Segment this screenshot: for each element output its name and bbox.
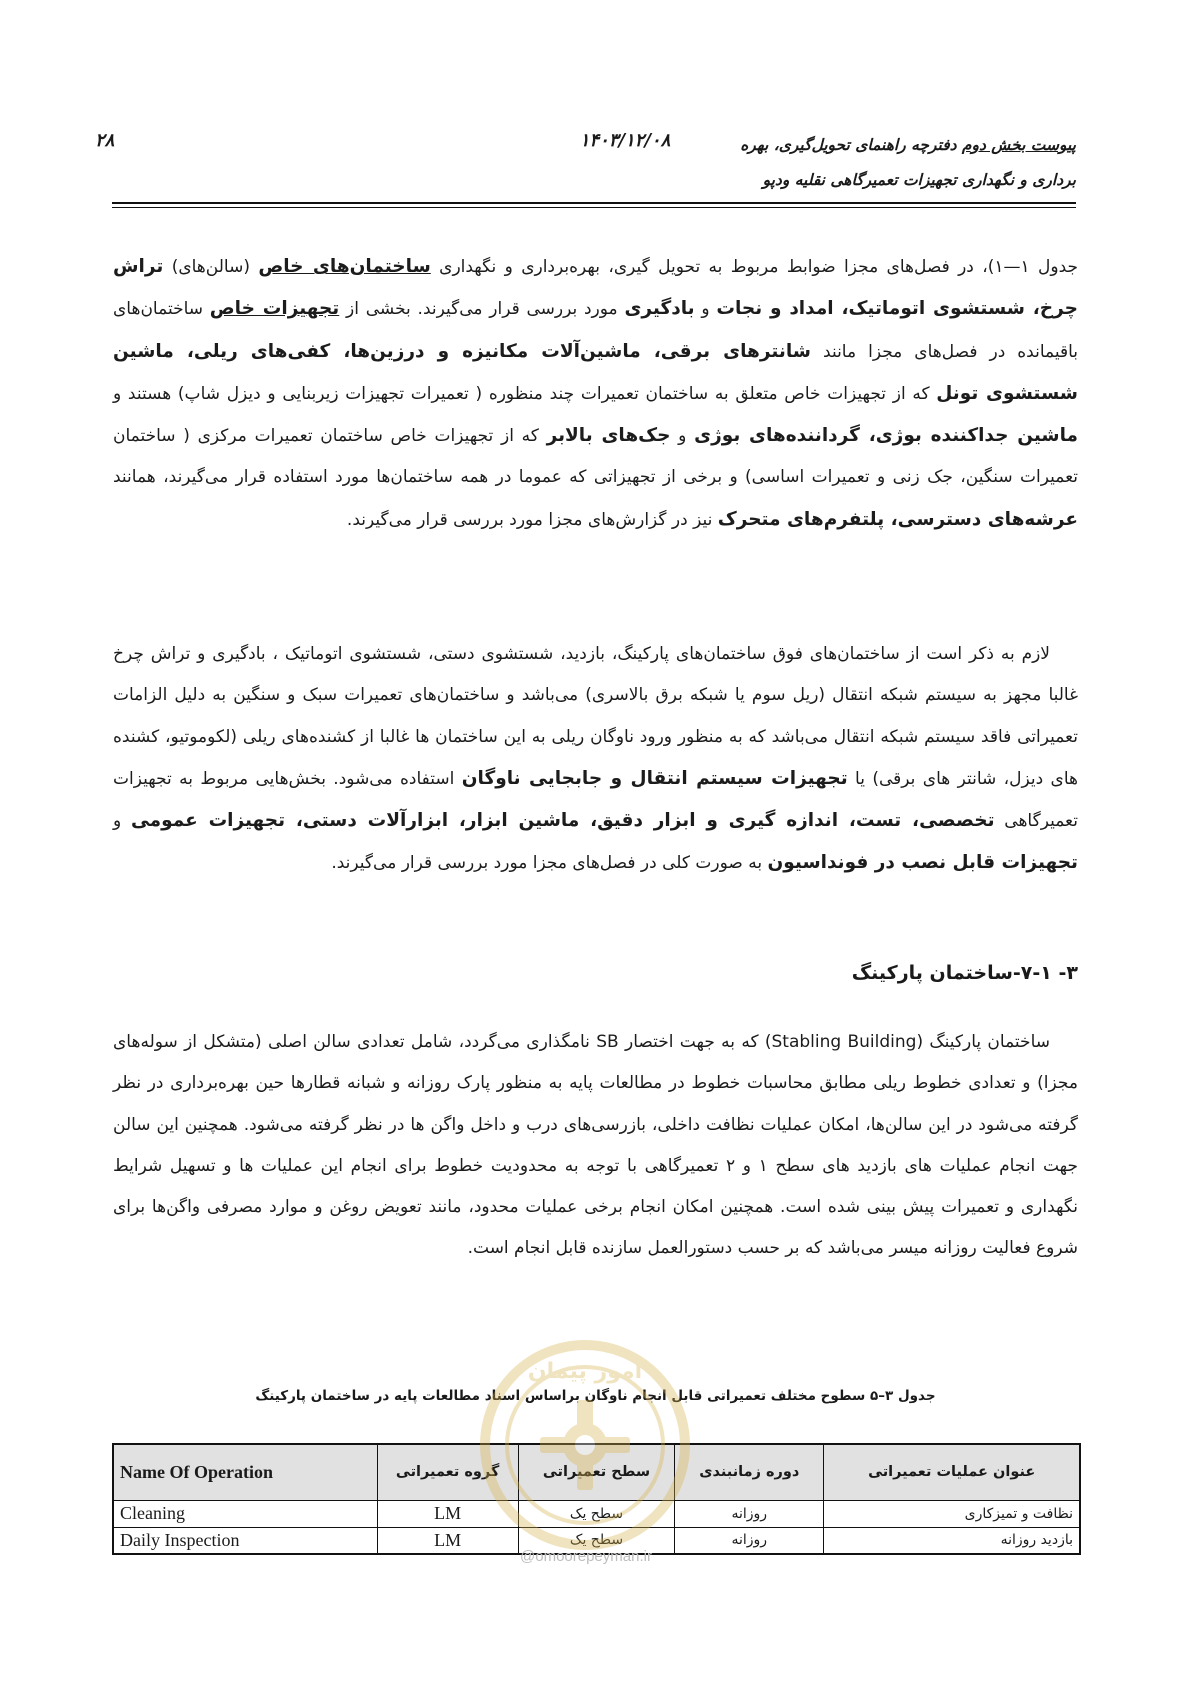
watermark-text: امور پیمان [527, 1359, 643, 1384]
para1-text-7: و [670, 426, 695, 447]
cell-level: سطح یک [518, 1500, 674, 1527]
table-header-row [113, 1444, 1080, 1500]
cell-group: LM [377, 1527, 518, 1554]
para2-text-4: به صورت کلی در فصل‌های مجزا مورد بررسی قرار می‌گیرند. [331, 853, 768, 874]
header-title-part2: دفترچه راهنمای تحویل‌گیری، بهره [740, 135, 962, 154]
para1-bold-windbreak: بادگیری [624, 298, 695, 320]
para1-text-8: که از تجهیزات خاص ساختمان تعمیرات مرکزی ( ساختمان تعمیرات سنگین، جک زنی و تعمیرات اساسی) و برخی از تجهیزاتی که عموما در همه ساختمان‌ها مورد استفاده قرار می‌گیرند، همانند [113, 426, 1078, 488]
para2-text-2: استفاده می‌شود. بخش‌هایی مربوط به تجهیزات تعمیرگاهی [113, 768, 1078, 832]
header-title-part1: پیوست بخش دوم [961, 135, 1076, 154]
cell-operation-title: نظافت و تمیزکاری [824, 1500, 1080, 1527]
header-date: ۱۴۰۳/۱۲/۰۸ [579, 130, 671, 151]
para1-text-4: مورد بررسی قرار می‌گیرند. بخشی از [339, 299, 625, 320]
paragraph-special-buildings [113, 246, 1078, 541]
para1-bold-shunters: شانترهای برقی، ماشین‌آلات مکانیزه و درزین‌ها، کفی‌های ریلی، ماشین شستشوی تونل [113, 340, 1078, 404]
paragraph-transfer-systems [113, 634, 1078, 885]
para1-text-2: (سالن‌های) [163, 257, 259, 277]
operations-table [112, 1443, 1081, 1555]
para2-text-3: و [113, 811, 131, 832]
cell-operation-title: بازدید روزانه [824, 1527, 1080, 1554]
para1-text-6: که از تجهیزات خاص متعلق به ساختمان تعمیرات چند منظوره ( تعمیرات تجهیزات زیربنایی و دیزل شاپ) هستند و [113, 383, 937, 404]
table-row [113, 1500, 1080, 1527]
para1-text-5: ساختمان‌های باقیمانده در فصل‌های مجزا مانند [113, 299, 1079, 362]
cell-operation-name: Cleaning [113, 1500, 377, 1527]
header-title [656, 127, 1076, 197]
page-number: ۲۸ [95, 130, 115, 151]
para3-text: ساختمان پارکینگ (Stabling Building) که به جهت اختصار SB نامگذاری می‌گردد، شامل تعدادی سالن اصلی (متشکل از سوله‌های مجزا) و تعدادی خطوط ریلی مطابق محاسبات خطوط در مطالعات پایه به منظور پارک روزانه و شبانه قطارها حین بهره‌برداری در نظر گرفته می‌شود در این سالن‌ها، امکان عملیات نظافت داخلی، بازرسی‌های درب و داخل واگن ها در نظر گرفته می‌شود. همچنین این سالن جهت انجام عملیات های بازدید های سطح ۱ و ۲ تعمیرگاهی با توجه به محدودیت خطوط برای انجام این عملیات ها و تسهیل شرایط نگهداری و تعمیرات پیش بینی شده است. همچنین امکان انجام برخی عملیات محدود، مانند تعویض روغن و موارد مصرفی واگن‌ها برای شروع فعالیت روزانه میسر می‌باشد که بر حسب دستورالعمل سازنده قابل انجام است. [113, 1032, 1078, 1259]
para2-text-1: لازم به ذکر است از ساختمان‌های فوق ساختمان‌های پارکینگ، بازدید، شستشوی دستی، شستشوی اتوماتیک ، بادگیری و تراش چرخ غالبا مجهز به سیستم شبکه انتقال (ریل سوم یا شبکه برق بالاسری) می‌باشد و ساختمان‌های تعمیرات سبک و سنگین به دلیل الزامات تعمیراتی فاقد سیستم شبکه انتقال می‌باشد که به منظور ورود ناوگان ریلی به این ساختمان ها غالبا از کشنده‌های ریلی (لکوموتیو، کشنده های دیزل، شانتر های برقی) یا [113, 644, 1079, 789]
watermark-url: @omoorepeyman.ir [520, 1548, 652, 1565]
para1-bold-special-buildings: ساختمان‌های خاص [258, 256, 431, 277]
cell-group: LM [377, 1500, 518, 1527]
para1-text-3: و [694, 299, 717, 320]
cell-level: سطح یک [518, 1527, 674, 1554]
header-maintenance-group: گروه تعمیراتی [377, 1444, 518, 1500]
header-rule-thin [112, 207, 1076, 208]
header-schedule-period: دوره زمانبندی [675, 1444, 824, 1500]
section-heading: ۳- ۷-۱-ساختمان پارکینگ [851, 962, 1078, 984]
para1-bold-special-equipment: تجهیزات خاص [209, 298, 340, 320]
para1-bold-halls: تراش چرخ، شستشوی اتوماتیک، امداد و نجات [113, 256, 1078, 320]
header-name-of-operation: Name Of Operation [113, 1444, 377, 1500]
para1-bold-bogie: ماشین جداکننده بوژی، گرداننده‌های بوژی [694, 425, 1078, 447]
para2-bold-specialized-tools: تخصصی، تست، اندازه گیری و ابزار دقیق، ماشین ابزار، ابزارآلات دستی، تجهیزات عمومی [130, 810, 995, 832]
para1-text-9: نیز در گزارش‌های مجزا مورد بررسی قرار می‌گیرند. [346, 509, 718, 530]
para1-bold-platforms: عرشه‌های دسترسی، پلتفرم‌های متحرک [717, 508, 1078, 530]
para1-text-1: جدول ۱—۱)، در فصل‌های مجزا ضوابط مربوط به تحویل گیری، بهره‌برداری و نگهداری [430, 257, 1078, 277]
header-rule [112, 202, 1076, 204]
para2-bold-foundation-equipment: تجهیزات قابل نصب در فونداسیون [767, 852, 1078, 874]
cell-operation-name: Daily Inspection [113, 1527, 377, 1554]
para1-bold-jacks: جک‌های بالابر [546, 425, 671, 447]
header-operation-title: عنوان عملیات تعمیراتی [824, 1444, 1080, 1500]
cell-period: روزانه [675, 1500, 824, 1527]
header-title-line2: برداری و نگهداری تجهیزات تعمیرگاهی نقلیه ودپو [762, 170, 1076, 189]
table-caption: جدول ۳–۵ سطوح مختلف تعمیراتی قابل انجام ناوگان براساس اسناد مطالعات پایه در ساختمان پارکینگ [255, 1388, 936, 1404]
para2-bold-transfer-equipment: تجهیزات سیستم انتقال و جابجایی ناوگان [461, 767, 848, 789]
header-maintenance-level: سطح تعمیراتی [518, 1444, 674, 1500]
paragraph-stabling-building [113, 1022, 1078, 1270]
cell-period: روزانه [675, 1527, 824, 1554]
